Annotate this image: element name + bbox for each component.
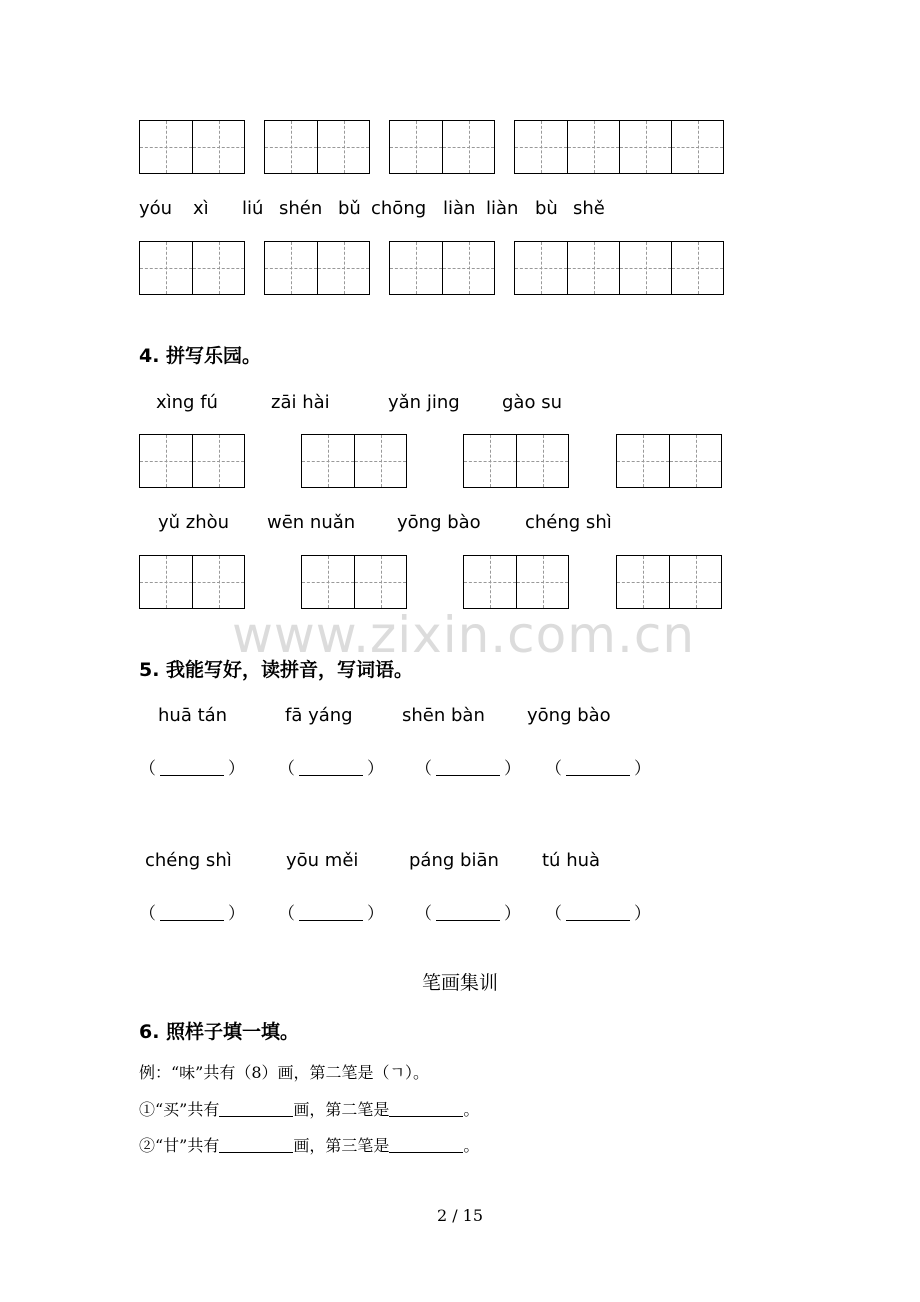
pinyin-word: liàn	[443, 198, 476, 219]
answer-line[interactable]	[389, 1116, 463, 1117]
pinyin-word: yǎn jing	[388, 392, 460, 413]
pinyin-word: huā tán	[158, 705, 228, 726]
answer-line[interactable]	[389, 1152, 463, 1153]
section-5-heading: 5. 我能写好，读拼音，写词语。	[139, 659, 414, 681]
char-box-2[interactable]	[463, 555, 569, 609]
answer-blank[interactable]: （ ）	[545, 759, 651, 779]
answer-line[interactable]	[219, 1152, 293, 1153]
answer-blank[interactable]: （ ）	[278, 759, 384, 779]
pinyin-word: bù	[535, 198, 558, 219]
char-box-2[interactable]	[389, 120, 495, 174]
char-box-2[interactable]	[301, 434, 407, 488]
pinyin-word: páng biān	[409, 850, 499, 871]
char-box-2[interactable]	[616, 434, 722, 488]
char-box-2[interactable]	[264, 120, 370, 174]
pinyin-word: yǔ zhòu	[158, 512, 230, 533]
char-box-4[interactable]	[514, 120, 724, 174]
watermark: www.zixin.com.cn	[232, 606, 696, 664]
pinyin-word: yōu měi	[286, 850, 359, 871]
char-box-2[interactable]	[139, 241, 245, 295]
char-box-4[interactable]	[514, 241, 724, 295]
char-box-2[interactable]	[139, 120, 245, 174]
pinyin-word: yōng bào	[397, 512, 481, 533]
question-2: ②“甘”共有 画，第三笔是 。	[139, 1136, 480, 1155]
answer-line[interactable]	[219, 1116, 293, 1117]
pinyin-word: tú huà	[542, 850, 601, 871]
pinyin-word: yōng bào	[527, 705, 611, 726]
char-box-2[interactable]	[139, 434, 245, 488]
char-box-2[interactable]	[389, 241, 495, 295]
pinyin-word: chéng shì	[525, 512, 612, 533]
example-line: 例：“味”共有（8）画，第二笔是（ㄱ）。	[139, 1063, 429, 1082]
pinyin-word: yóu	[139, 198, 173, 219]
section-4-heading: 4. 拼写乐园。	[139, 345, 262, 367]
section-title: 笔画集训	[421, 972, 498, 994]
pinyin-word: xì	[193, 198, 209, 219]
answer-blank[interactable]: （ ）	[139, 904, 245, 924]
answer-blank[interactable]: （ ）	[415, 904, 521, 924]
answer-blank[interactable]: （ ）	[139, 759, 245, 779]
pinyin-word: chéng shì	[145, 850, 232, 871]
pinyin-word: shě	[573, 198, 605, 219]
char-box-2[interactable]	[616, 555, 722, 609]
pinyin-word: fā yáng	[285, 705, 353, 726]
pinyin-word: bǔ	[338, 198, 361, 219]
pinyin-word: gào su	[502, 392, 562, 413]
char-box-2[interactable]	[139, 555, 245, 609]
char-box-2[interactable]	[301, 555, 407, 609]
pinyin-word: xìng fú	[156, 392, 218, 413]
char-box-2[interactable]	[463, 434, 569, 488]
pinyin-word: wēn nuǎn	[267, 512, 356, 533]
answer-blank[interactable]: （ ）	[278, 904, 384, 924]
answer-blank[interactable]: （ ）	[545, 904, 651, 924]
section-6-heading: 6. 照样子填一填。	[139, 1021, 300, 1043]
pinyin-word: shēn bàn	[402, 705, 485, 726]
question-1: ①“买”共有 画，第二笔是 。	[139, 1100, 480, 1119]
answer-blank[interactable]: （ ）	[415, 759, 521, 779]
pinyin-word: zāi hài	[271, 392, 330, 413]
pinyin-word: chōng	[371, 198, 427, 219]
page-number: 2 / 15	[436, 1206, 484, 1225]
pinyin-word: liàn	[486, 198, 519, 219]
pinyin-word: shén	[279, 198, 323, 219]
char-box-2[interactable]	[264, 241, 370, 295]
pinyin-word: liú	[242, 198, 264, 219]
